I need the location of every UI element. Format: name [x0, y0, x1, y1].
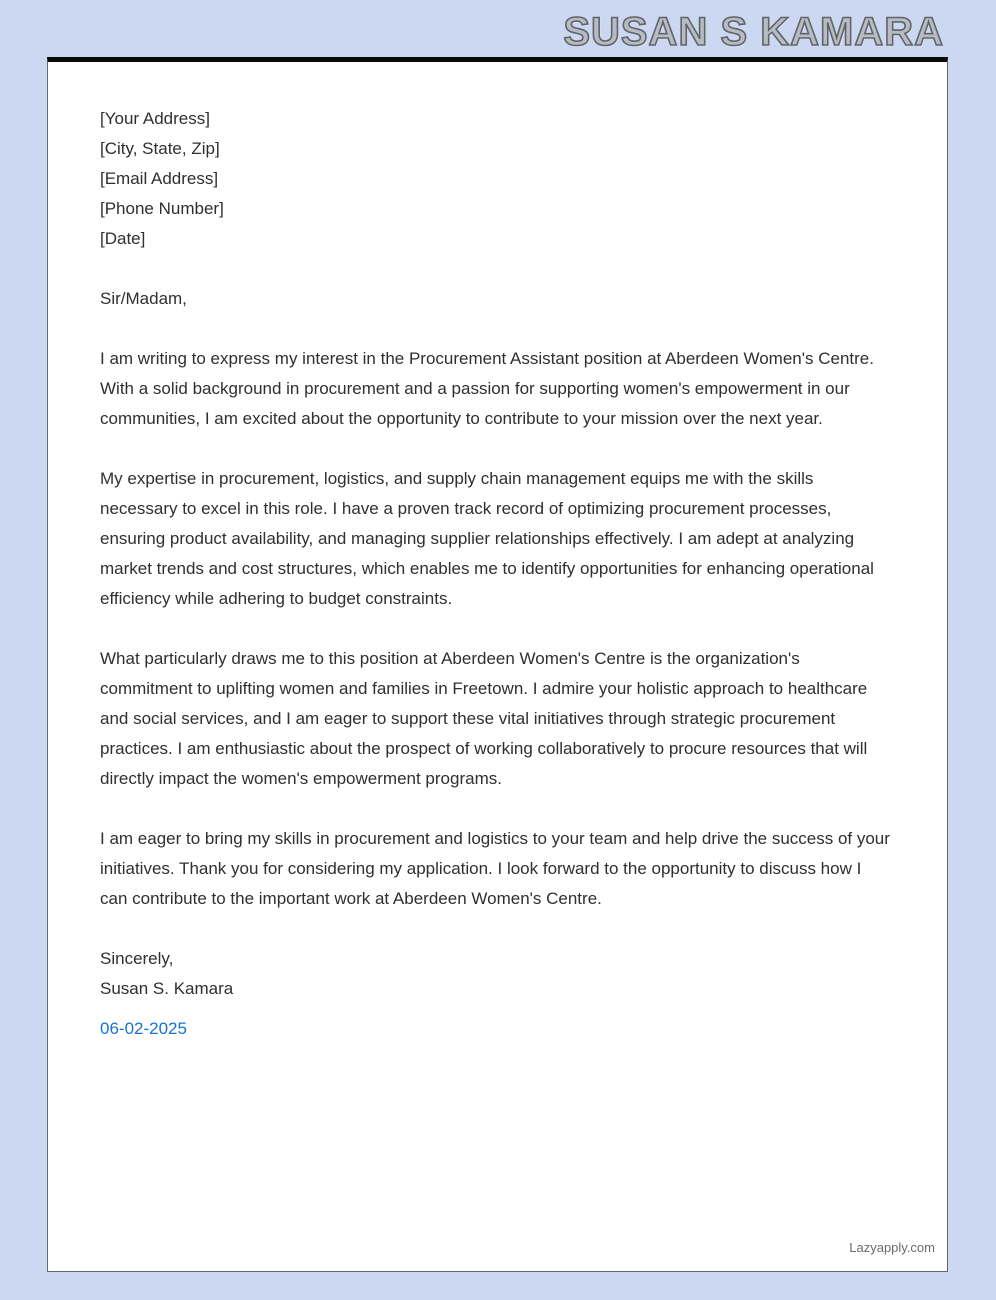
closing: Sincerely, [100, 949, 174, 968]
letter-paragraph-4: I am eager to bring my skills in procurement and logistics to your team and help drive the success of your initiatives. Thank you for considering my application. I look forward to the opportunity to discuss how I can contribute to the important work at Aberdeen Women's Centre. [100, 829, 890, 908]
address-line-your-address: [Your Address] [100, 109, 210, 128]
watermark-lazyapply: Lazyapply.com [849, 1240, 935, 1255]
header-name: SUSAN S KAMARA [563, 10, 944, 54]
address-line-phone: [Phone Number] [100, 199, 224, 218]
address-line-city-state-zip: [City, State, Zip] [100, 139, 220, 158]
letter-paragraph-3: What particularly draws me to this position at Aberdeen Women's Centre is the organization's commitment to uplifting women and families in Freetown. I admire your holistic approach to healthcare and social services, and I am eager to support these vital initiatives through strategic procurement practices. I am enthusiastic about the prospect of working collaboratively to procure resources that will directly impact the women's empowerment programs. [100, 649, 868, 788]
address-line-date: [Date] [100, 229, 146, 248]
signature-name: Susan S. Kamara [100, 979, 234, 998]
salutation: Sir/Madam, [100, 289, 187, 308]
date-link[interactable]: 06-02-2025 [100, 1019, 187, 1038]
address-line-email: [Email Address] [100, 169, 219, 188]
letter-paragraph-1: I am writing to express my interest in the Procurement Assistant position at Aberdeen Women's Centre. With a solid background in procurement and a passion for supporting women's empowerment in our communities, I am excited about the opportunity to contribute to your mission over the next year. [100, 349, 874, 428]
letter-page [47, 57, 948, 1272]
letter-paragraph-2: My expertise in procurement, logistics, and supply chain management equips me with the skills necessary to excel in this role. I have a proven track record of optimizing procurement processes, ensuring product availability, and managing supplier relationships effectively. I am adept at analyzing market trends and cost structures, which enables me to identify opportunities for enhancing operational efficiency while adhering to budget constraints. [100, 469, 874, 608]
address-block [100, 104, 891, 254]
